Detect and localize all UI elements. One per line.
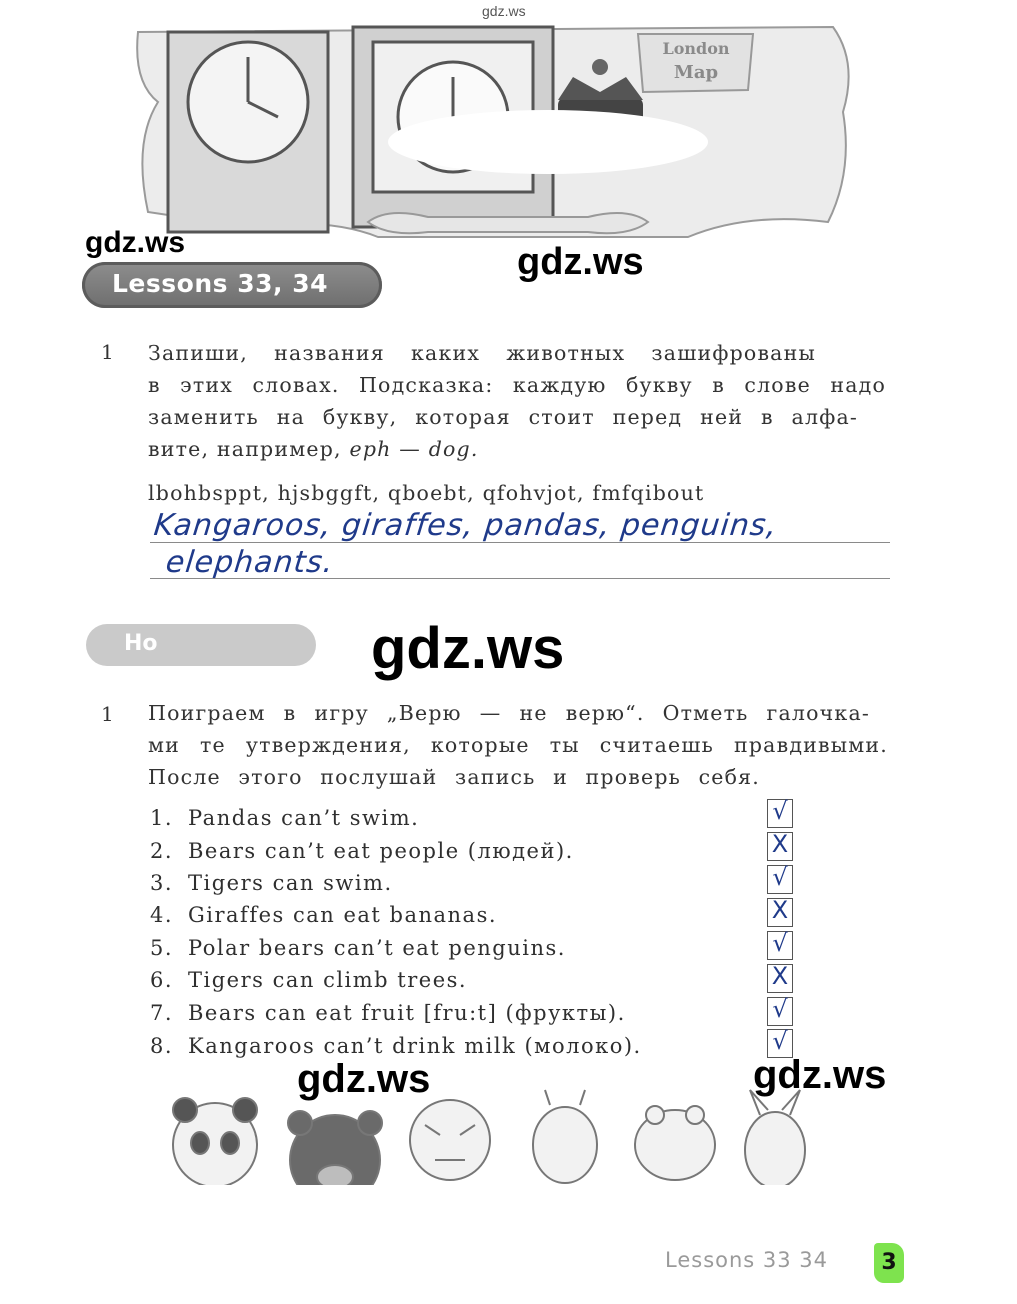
statement-number: 5. xyxy=(150,936,174,960)
statement-number: 7. xyxy=(150,1001,174,1025)
watermark-top: gdz.ws xyxy=(482,3,526,19)
statement-text: Bears can eat fruit [fru:t] (фрукты). xyxy=(188,1001,626,1025)
svg-text:London: London xyxy=(662,39,730,58)
header-illustration xyxy=(128,22,858,244)
statement-item xyxy=(150,839,574,863)
homework-heading: Ho xyxy=(124,631,158,656)
answer-checkbox[interactable] xyxy=(767,931,793,960)
statement-number: 4. xyxy=(150,903,174,927)
statement-text: Polar bears can’t eat penguins. xyxy=(188,936,566,960)
statement-text: Bears can’t eat people (людей). xyxy=(188,839,574,863)
example-answer: dog. xyxy=(428,437,479,461)
check-mark: √ xyxy=(772,929,788,957)
statement-item xyxy=(150,968,467,992)
tiger-icon xyxy=(410,1100,490,1180)
statement-text: Tigers can climb trees. xyxy=(188,968,468,992)
statement-text: Tigers can swim. xyxy=(188,871,393,895)
answer-checkbox[interactable] xyxy=(767,964,793,993)
example-code: eph xyxy=(349,437,392,461)
statement-item xyxy=(150,871,393,895)
instruction-line: заменить на букву, которая стоит перед ней в алфа- xyxy=(148,405,858,429)
watermark-bottom-left: gdz.ws xyxy=(297,1057,431,1101)
check-mark: X xyxy=(771,830,789,858)
statement-number: 2. xyxy=(150,839,174,863)
answer-rule-1 xyxy=(150,542,890,543)
instruction-line: ми те утверждения, которые ты считаешь правдивыми. xyxy=(148,733,888,757)
page-number: 3 xyxy=(874,1243,904,1283)
check-mark: √ xyxy=(772,1027,788,1055)
statement-text: Kangaroos can’t drink milk (молоко). xyxy=(188,1034,642,1058)
lesson-heading: Lessons 33, 34 xyxy=(112,269,328,298)
check-mark: √ xyxy=(772,995,788,1023)
instruction-line: После этого послушай запись и проверь себя. xyxy=(148,765,760,789)
statement-item xyxy=(150,936,566,960)
lesson-heading-pill xyxy=(82,262,382,308)
statement-item xyxy=(150,903,497,927)
exercise2-number: 1 xyxy=(101,702,114,726)
statement-item xyxy=(150,1001,626,1025)
answer-checkbox[interactable] xyxy=(767,865,793,894)
exercise1-number: 1 xyxy=(101,340,114,364)
instruction-line: вите, например, xyxy=(148,437,342,461)
check-mark: √ xyxy=(772,797,788,825)
instruction-line: в этих словах. Подсказка: каждую букву в слове надо xyxy=(148,373,886,397)
polar-bear-icon xyxy=(635,1106,715,1180)
statement-number: 6. xyxy=(150,968,174,992)
exercise2-instruction xyxy=(148,697,888,793)
instruction-line: Запиши, названия каких животных зашифрованы xyxy=(148,341,816,365)
animals-illustration xyxy=(150,1085,850,1225)
check-mark: X xyxy=(771,896,789,924)
giraffe-icon xyxy=(533,1090,597,1183)
watermark-upper-center: gdz.ws xyxy=(517,241,644,283)
answer-checkbox[interactable] xyxy=(767,997,793,1026)
answer-rule-2 xyxy=(150,578,890,579)
check-mark: √ xyxy=(772,863,788,891)
instruction-line: Поиграем в игру „Верю — не верю“. Отметь галочка- xyxy=(148,701,870,725)
homework-heading-pill xyxy=(86,624,316,666)
london-map-sign xyxy=(638,34,753,92)
answer-line-1: Kangaroos, giraffes, pandas, penguins, xyxy=(152,508,780,543)
svg-text:Map: Map xyxy=(673,62,719,83)
watermark-center: gdz.ws xyxy=(371,616,565,681)
statement-number: 8. xyxy=(150,1034,174,1058)
answer-checkbox[interactable] xyxy=(767,799,793,828)
check-mark: X xyxy=(771,962,789,990)
statement-number: 1. xyxy=(150,806,174,830)
answer-line-2: elephants. xyxy=(164,545,336,580)
answer-checkbox[interactable] xyxy=(767,898,793,927)
statement-text: Pandas can’t swim. xyxy=(188,806,420,830)
watermark-bottom-right: gdz.ws xyxy=(753,1053,887,1097)
example-dash: — xyxy=(399,437,421,461)
exercise1-instruction xyxy=(148,337,886,465)
instruction-line-last xyxy=(148,433,886,465)
watermark-left: gdz.ws xyxy=(85,226,186,259)
statement-number: 3. xyxy=(150,871,174,895)
panda-icon xyxy=(173,1098,257,1187)
statement-text: Giraffes can eat bananas. xyxy=(188,903,498,927)
cipher-words: lbohbsppt, hjsbggft, qboebt, qfohvjot, fmfqibout xyxy=(148,481,705,505)
statement-item xyxy=(150,806,419,830)
footer-lesson-label: Lessons 33 34 xyxy=(665,1248,829,1272)
kangaroo-icon xyxy=(745,1090,805,1188)
answer-checkbox[interactable] xyxy=(767,832,793,861)
statement-item xyxy=(150,1034,642,1058)
